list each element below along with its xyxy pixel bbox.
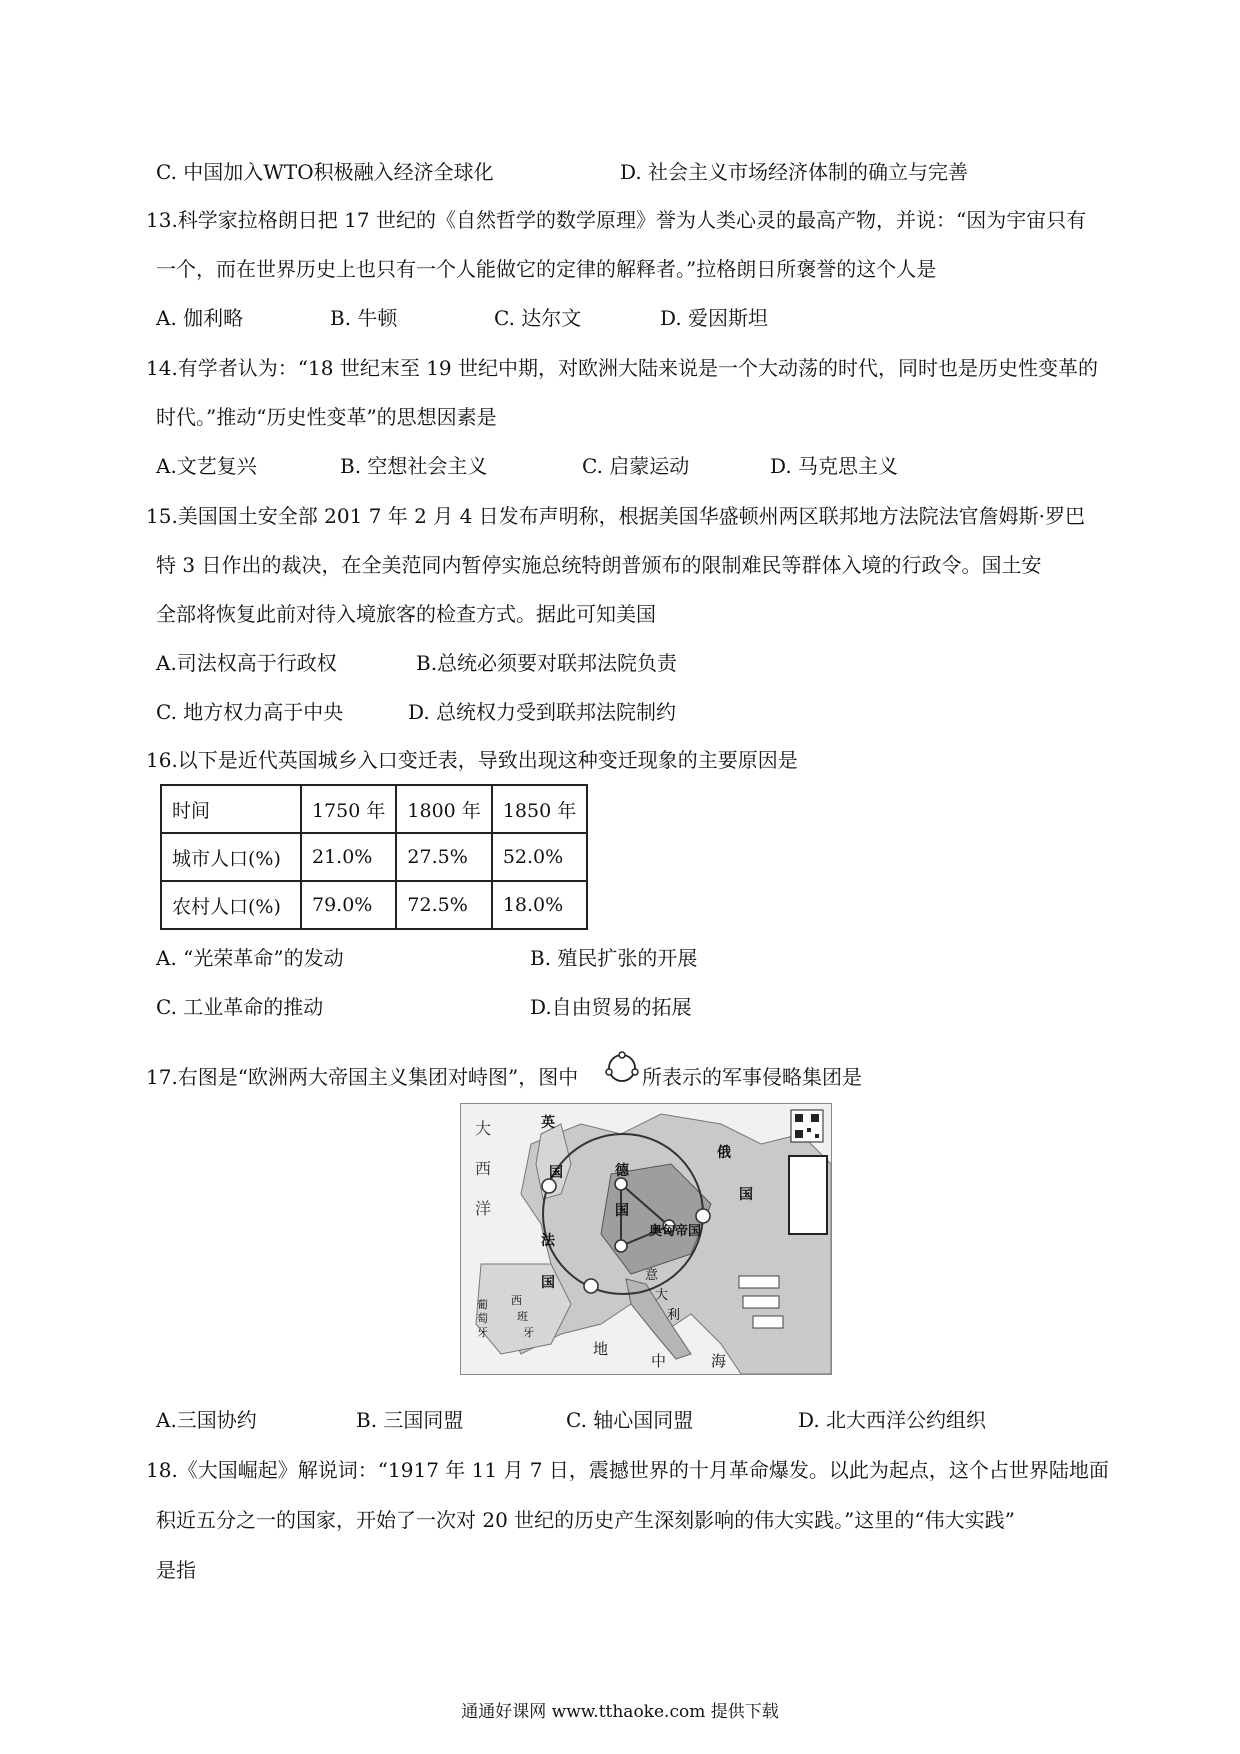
map-label: 牙 <box>523 1326 534 1339</box>
q18-stem-line1: 18.《大国崛起》解说词：“1917 年 11 月 7 日，震撼世界的十月革命爆发。以此为起点，这个占世界陆地面 <box>146 1458 1109 1482</box>
map-label: 萄 <box>477 1312 488 1325</box>
table-row <box>161 785 587 833</box>
table-cell: 72.5% <box>396 881 491 929</box>
table-header-cell: 时间 <box>161 785 301 833</box>
q16-option-a: A. “光荣革命”的发动 <box>156 946 344 970</box>
map-label: 奥匈帝国 <box>649 1224 702 1239</box>
q17-option-a: A.三国协约 <box>156 1408 257 1432</box>
ring-symbol-icon <box>604 1048 640 1084</box>
map-label: 中 <box>651 1352 667 1370</box>
map-label: 葡 <box>477 1298 488 1311</box>
table-header-cell: 1800 年 <box>396 785 491 833</box>
map-label: 洋 <box>475 1199 492 1218</box>
q13-option-d: D. 爱因斯坦 <box>660 306 769 330</box>
table-header-cell: 1750 年 <box>301 785 396 833</box>
map-label: 利 <box>667 1308 681 1323</box>
table-cell: 52.0% <box>492 833 587 881</box>
map-label: 英 <box>541 1115 555 1131</box>
q13-stem-line2: 一个，而在世界历史上也只有一个人能做它的定律的解释者。”拉格朗日所褒誉的这个人是 <box>156 257 937 281</box>
q15-option-c: C. 地方权力高于中央 <box>156 700 344 724</box>
map-label: 德 <box>615 1163 629 1179</box>
map-label: 班 <box>517 1310 528 1323</box>
map-label: 国 <box>615 1203 629 1219</box>
q14-option-c: C. 启蒙运动 <box>582 454 690 478</box>
q14-option-a: A.文艺复兴 <box>156 454 257 478</box>
q14-option-d: D. 马克思主义 <box>770 454 899 478</box>
q17-stem-pre: 17.右图是“欧洲两大帝国主义集团对峙图”，图中 <box>146 1065 579 1089</box>
table-header-cell: 1850 年 <box>492 785 587 833</box>
table-cell: 18.0% <box>492 881 587 929</box>
page-footer: 通通好课网 www.tthaoke.com 提供下载 <box>461 1702 779 1722</box>
table-cell: 21.0% <box>301 833 396 881</box>
q12-option-d: D. 社会主义市场经济体制的确立与完善 <box>620 160 969 184</box>
map-label: 法 <box>541 1233 555 1249</box>
q14-stem-line1: 14.有学者认为：“18 世纪末至 19 世纪中期，对欧洲大陆来说是一个大动荡的时代，同时也是历史性变革的 <box>146 356 1099 380</box>
table-cell: 城市人口(%) <box>161 833 301 881</box>
q15-stem-line1: 15.美国国土安全部 201 7 年 2 月 4 日发布声明称，根据美国华盛顿州两区联邦地方法院法官詹姆斯·罗巴 <box>146 504 1086 528</box>
map-label: 国 <box>739 1187 753 1203</box>
q15-option-d: D. 总统权力受到联邦法院制约 <box>408 700 677 724</box>
q18-stem-line2: 积近五分之一的国家，开始了一次对 20 世纪的历史产生深刻影响的伟大实践。”这里的“伟大实践” <box>156 1508 1015 1532</box>
map-label: 大 <box>475 1119 492 1138</box>
map-label: 西 <box>475 1159 492 1178</box>
q17-option-c: C. 轴心国同盟 <box>566 1408 694 1432</box>
q12-option-c: C. 中国加入WTO积极融入经济全球化 <box>156 160 494 184</box>
map-label: 西 <box>511 1294 522 1307</box>
q17-option-b: B. 三国同盟 <box>356 1408 464 1432</box>
map-label: 大 <box>655 1288 669 1303</box>
map-label: 国 <box>549 1165 563 1181</box>
table-row <box>161 833 587 881</box>
q16-option-d: D.自由贸易的拓展 <box>530 995 692 1019</box>
map-label: 地 <box>593 1340 609 1358</box>
q15-option-b: B.总统必须要对联邦法院负责 <box>416 651 678 675</box>
q16-option-b: B. 殖民扩张的开展 <box>530 946 698 970</box>
q18-stem-line3: 是指 <box>156 1558 196 1582</box>
q13-option-a: A. 伽利略 <box>156 306 244 330</box>
q16-option-c: C. 工业革命的推动 <box>156 995 324 1019</box>
map-label: 国 <box>541 1275 555 1291</box>
q15-stem-line2: 特 3 日作出的裁决，在全美范同内暂停实施总统特朗普颁布的限制难民等群体入境的行政令。国土安 <box>156 553 1042 577</box>
q13-option-c: C. 达尔文 <box>494 306 582 330</box>
q15-stem-line3: 全部将恢复此前对待入境旅客的检查方式。据此可知美国 <box>156 602 656 626</box>
q14-option-b: B. 空想社会主义 <box>340 454 488 478</box>
q16-stem-line1: 16.以下是近代英国城乡入口变迁表，导致出现这种变迁现象的主要原因是 <box>146 748 798 772</box>
q13-option-b: B. 牛顿 <box>330 306 398 330</box>
map-label: 意 <box>645 1268 659 1283</box>
map-label: 牙 <box>477 1326 488 1339</box>
table-cell: 79.0% <box>301 881 396 929</box>
table-cell: 27.5% <box>396 833 491 881</box>
q17-option-d: D. 北大西洋公约组织 <box>798 1408 987 1432</box>
q17-stem-post: 所表示的军事侵略集团是 <box>642 1065 862 1089</box>
table-row <box>161 881 587 929</box>
q14-stem-line2: 时代。”推动“历史性变革”的思想因素是 <box>156 405 497 429</box>
q13-stem-line1: 13.科学家拉格朗日把 17 世纪的《自然哲学的数学原理》誉为人类心灵的最高产物，并说：“因为宇宙只有 <box>146 208 1087 232</box>
map-label: 俄 <box>717 1145 731 1161</box>
q15-option-a: A.司法权高于行政权 <box>156 651 337 675</box>
europe-alliance-map <box>460 1103 832 1375</box>
table-cell: 农村人口(%) <box>161 881 301 929</box>
population-table <box>160 784 588 930</box>
map-label: 海 <box>711 1352 727 1370</box>
map-graphic <box>461 1104 831 1374</box>
